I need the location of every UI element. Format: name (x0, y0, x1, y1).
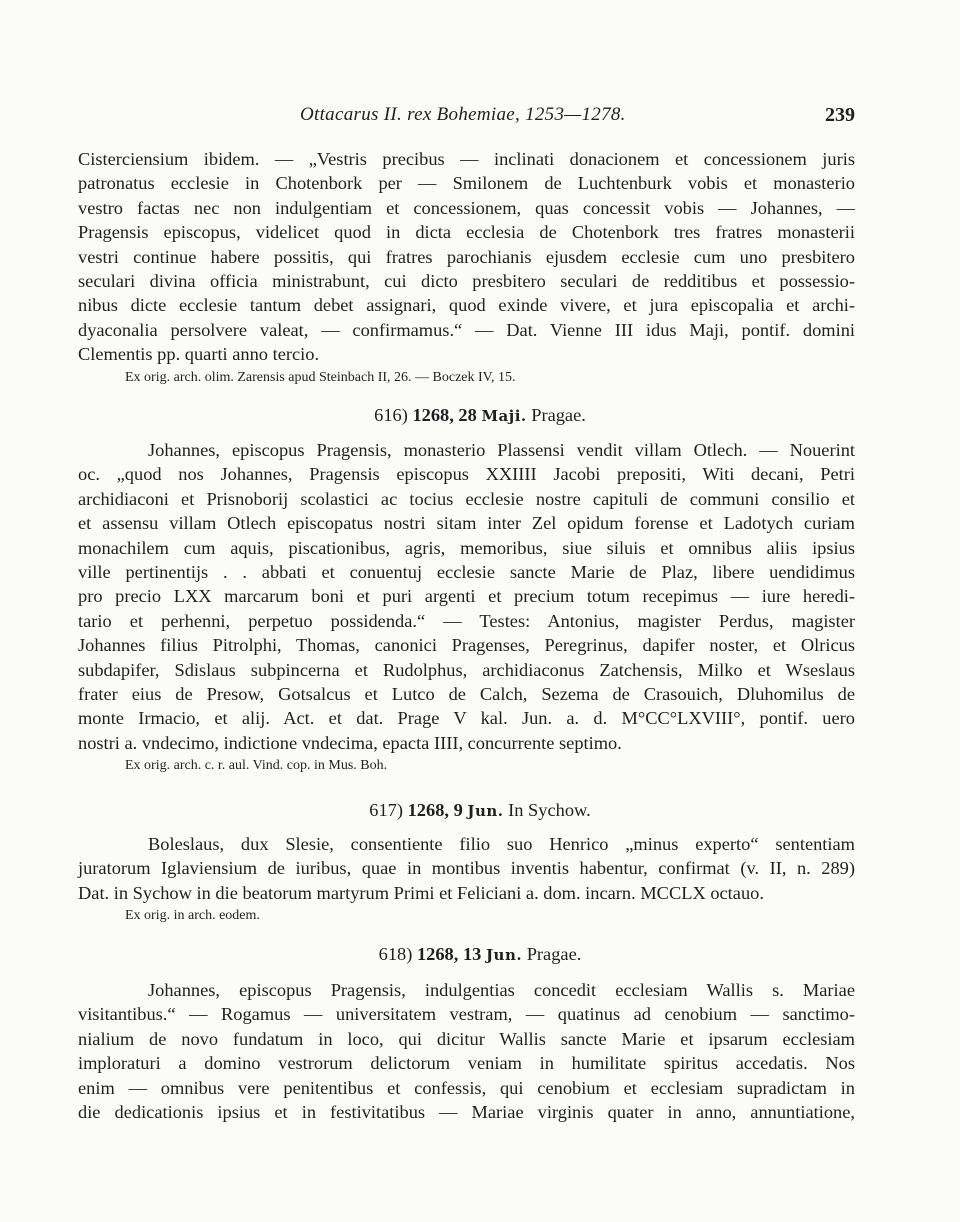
text-line: Clementis pp. quarti anno tercio. (78, 344, 320, 365)
text-line: vestri continue habere possitis, qui fratres parochianis ejusdem ecclesie cum uno presbitero (78, 246, 855, 267)
text-line: Dat. in Sychow in die beatorum martyrum Primi et Feliciani a. dom. incarn. MCCLX octauo. (78, 882, 764, 903)
text-line: imploraturi a domino vestrorum delictorum veniam in humilitate spiritus accedatis. Nos (78, 1053, 855, 1074)
text-line: nibus dicte ecclesie tantum debet assignari, quod exinde vivere, et jura episcopalia et archi- (78, 295, 855, 316)
text-line: die dedicationis ipsius et in festivitatibus — Mariae virginis quater in anno, annuntiatione, (78, 1101, 855, 1122)
source-note: Ex orig. arch. olim. Zarensis apud Steinbach II, 26. — Boczek IV, 15. (125, 369, 516, 385)
text-line: nostri a. vndecimo, indictione vndecima, epacta IIII, concurrente septimo. (78, 732, 622, 753)
text-line: juratorum Iglaviensium de iuribus, quae in montibus inventis habentur, confirmat (v. II, n. 289) (78, 858, 855, 879)
text-line: ville pertinentijs . . abbati et conuentuj ecclesie sancte Marie de Plaz, libere uendidimus (78, 561, 855, 582)
charter-date: 1268, 28 (412, 405, 477, 425)
charter-615-text (78, 147, 855, 389)
charter-617-heading (0, 797, 960, 823)
text-line: visitantibus.“ — Rogamus — universitatem vestram, — quatinus ad cenobium — sanctimo- (78, 1004, 855, 1025)
source-note: Ex orig. arch. c. r. aul. Vind. cop. in Mus. Boh. (125, 758, 388, 774)
running-header (78, 104, 855, 134)
text-line: Pragensis episcopus, videlicet quod in dicta ecclesia de Chotenbork tres fratres monasterii (78, 222, 855, 243)
text-line: patronatus ecclesie in Chotenbork per — Smilonem de Luchtenburk vobis et monasterio (78, 173, 855, 194)
text-line: seculari divina officia ministrabunt, cui dicto presbitero seculari de redditibus et possessio- (78, 270, 855, 291)
text-line: Cisterciensium ibidem. — „Vestris precibus — inclinati donacionem et concessionem juris (78, 149, 855, 169)
text-line: monte Irmacio, et alij. Act. et dat. Prage V kal. Jun. a. d. M°CC°LXVIII°, pontif. uero (78, 708, 855, 729)
running-title: Ottacarus II. rex Bohemiae, 1253—1278. (300, 104, 626, 125)
text-line: oc. „quod nos Johannes, Pragensis episcopus XXIIII Jacobi prepositi, Witi decani, Petri (78, 464, 855, 485)
text-line: dyaconalia persolvere valeat, — confirmamus.“ — Dat. Vienne III idus Maji, pontif. domini (78, 319, 855, 340)
charter-place: Pragae. (531, 405, 586, 425)
charter-number: 616) (374, 405, 408, 425)
charter-date: 1268, 13 (416, 944, 482, 964)
charter-618-heading (0, 941, 960, 967)
text-line: tario et perhenni, perpetuo possidenda.“ — Testes: Antonius, magister Perdus, magister (78, 610, 855, 631)
charter-place: In Sychow. (508, 800, 591, 820)
text-line: subdapifer, Sdislaus subpincerna et Rudolphus, archidiaconus Zatchensis, Milko et Wseslaus (78, 659, 855, 680)
source-note: Ex orig. in arch. eodem. (125, 908, 260, 924)
charter-place: Pragae. (526, 944, 582, 964)
charter-month: Jun. (485, 946, 523, 964)
text-line: Johannes, episcopus Pragensis, indulgentias concedit ecclesiam Wallis s. Mariae (148, 980, 855, 1000)
text-line: vestro factas nec non indulgentiam et concessionem, quas concessit vobis — Johannes, — (78, 197, 855, 218)
text-line: archidiaconi et Prisnoborij scolastici ac tocius ecclesie nostre capituli de communi consilio et (78, 488, 855, 509)
text-line: nialium de novo fundatum in loco, qui dicitur Wallis sancte Marie et ipsarum ecclesiam (78, 1028, 855, 1049)
page-number: 239 (825, 104, 855, 126)
charter-number: 617) (369, 800, 403, 820)
charter-month: Jun. (467, 802, 504, 820)
text-line: frater eius de Presow, Gotsalcus et Lutco de Calch, Sezema de Crasouich, Dluhomilus de (78, 683, 855, 704)
charter-date: 1268, 9 (407, 800, 463, 820)
charter-618-text (78, 978, 855, 1124)
charter-616-text (78, 438, 855, 777)
charter-616-heading (0, 402, 960, 428)
text-line: monachilem cum aquis, piscationibus, agris, memoribus, siue siluis et omnibus aliis ipsius (78, 537, 855, 558)
text-line: Johannes, episcopus Pragensis, monasterio Plassensi vendit villam Otlech. — Nouerint (148, 440, 855, 460)
charter-month: Maji. (481, 407, 527, 425)
charter-number: 618) (378, 944, 413, 964)
text-line: enim — omnibus vere penitentibus et confessis, qui cenobium et ecclesiam supradictam in (78, 1077, 855, 1098)
text-line: Boleslaus, dux Slesie, consentiente filio suo Henrico „minus experto“ sententiam (148, 834, 855, 854)
text-line: pro precio LXX marcarum boni et puri argenti et precium totum recepimus — iure heredi- (78, 586, 855, 607)
text-line: Johannes filius Pitrolphi, Thomas, canonici Pragenses, Peregrinus, dapifer noster, et Olricus (78, 635, 855, 656)
charter-617-text (78, 832, 855, 927)
text-line: et assensu villam Otlech episcopatus nostri sitam inter Zel opidum forense et Ladotych curiam (78, 513, 855, 534)
